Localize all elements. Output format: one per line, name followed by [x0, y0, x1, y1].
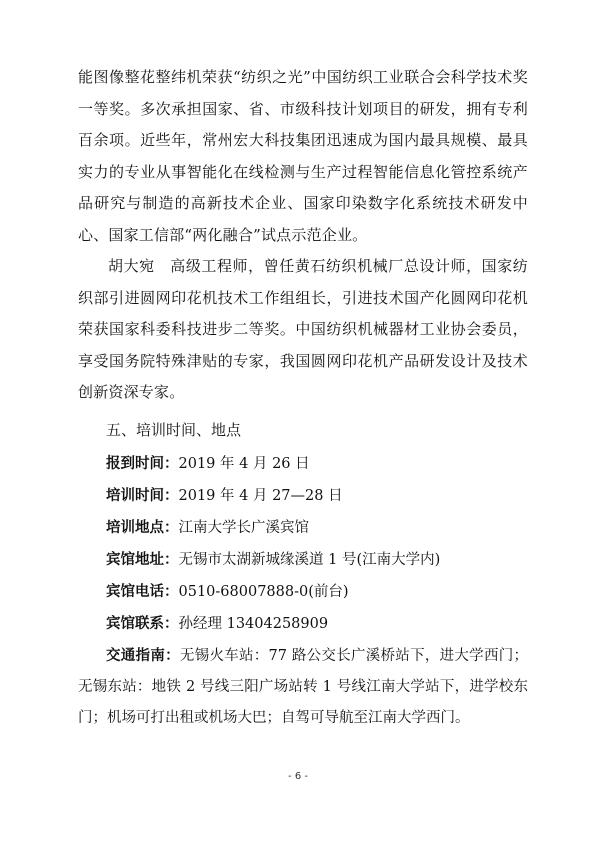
body-paragraph-1: 能图像整花整纬机荣获“纺织之光”中国纺织工业联合会科学技术奖一等奖。多次承担国家、省、市级科技计划项目的研发，拥有专利百余项。近些年，常州宏大科技集团迅速成为国内最具规模、最具实力的专业从事智能化在线检测与生产过程智能信息化管控系统产品研究与制造的高新技术企业、国家印染数字化系统技术研发中心、国家工信部“两化融合”试点示范企业。 [78, 68, 528, 244]
training-time-value: 2019 年 4 月 27—28 日 [178, 488, 343, 504]
training-time-label: 培训时间： [106, 487, 179, 504]
traffic-value: 无锡火车站：77 路公交长广溪桥站下，进大学西门；无锡东站：地铁 2 号线三阳广场站转 1 号线江南大学站下，进学校东门；机场可打出租或机场大巴；自驾可导航至江南大学西门。 [78, 648, 529, 726]
info-hotel-phone [78, 576, 528, 608]
hotel-phone-label: 宾馆电话： [106, 583, 179, 600]
hotel-address-label: 宾馆地址： [106, 551, 179, 568]
report-time-value: 2019 年 4 月 26 日 [178, 456, 310, 472]
section-title: 五、培训时间、地点 [106, 420, 242, 439]
hotel-contact-label: 宾馆联系： [106, 615, 179, 632]
page-number: - 6 - [288, 771, 308, 782]
info-hotel-contact [78, 608, 528, 640]
training-place-value: 江南大学长广溪宾馆 [178, 520, 309, 536]
body-paragraph-2: 胡大宛 高级工程师，曾任黄石纺织机械厂总设计师，国家纺织部引进圆网印花机技术工作组组长，引进技术国产化圆网印花机荣获国家科委科技进步二等奖。中国纺织机械器材工业协会委员，享受国务院特殊津贴的专家，我国圆网印花机产品研发设计及技术创新资深专家。 [78, 257, 528, 401]
traffic-label: 交通指南： [106, 647, 180, 664]
training-place-label: 培训地点： [106, 519, 179, 536]
hotel-contact-value: 孙经理 13404258909 [178, 616, 329, 632]
info-report-time [78, 448, 528, 480]
info-training-place [78, 512, 528, 544]
info-hotel-address [78, 544, 528, 576]
page-content [78, 62, 528, 734]
info-traffic-guide [78, 640, 528, 734]
hotel-address-value: 无锡市太湖新城缘溪道 1 号(江南大学内) [178, 552, 441, 568]
report-time-label: 报到时间： [106, 455, 179, 472]
info-training-time [78, 480, 528, 512]
hotel-phone-value: 0510-68007888-0(前台) [178, 584, 349, 600]
